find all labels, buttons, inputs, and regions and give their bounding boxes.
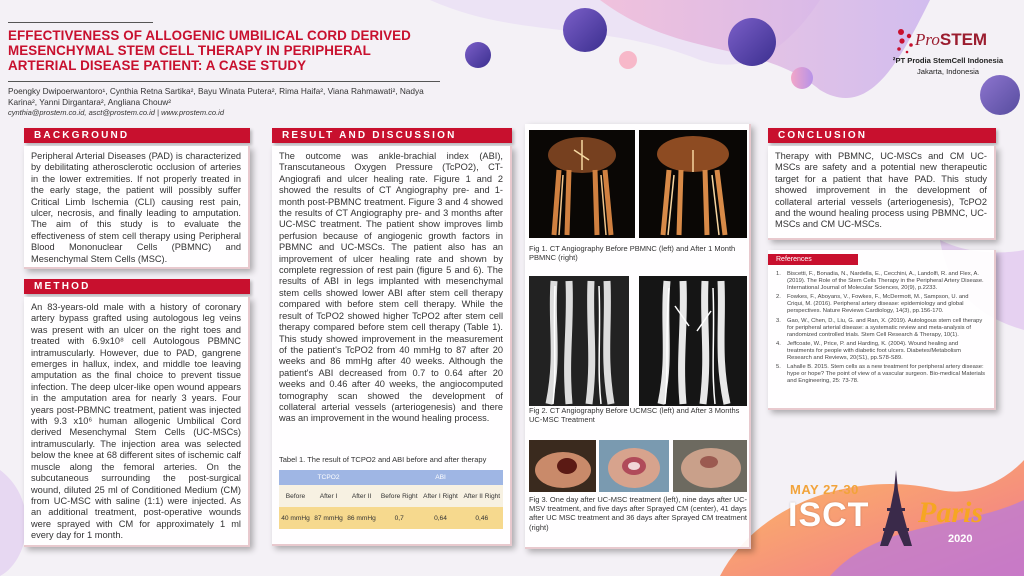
- background-panel: [24, 146, 250, 269]
- references-heading: References: [768, 254, 858, 265]
- results-table: [279, 470, 503, 529]
- fig1-caption: Fig 1. CT Angiography Before PBMNC (left) and After 1 Month PBMNC (right): [529, 244, 736, 263]
- wound-photo: [599, 440, 669, 492]
- figures-panel: [525, 124, 751, 549]
- method-heading: METHOD: [24, 279, 250, 294]
- logo-org: ²PT Prodia StemCell Indonesia: [892, 56, 1004, 65]
- references-panel: [768, 250, 996, 410]
- references-list: [768, 271, 994, 385]
- conclusion-panel: [768, 146, 996, 240]
- ct-angiography-image: [529, 130, 635, 238]
- eiffel-tower-icon: [878, 470, 914, 546]
- conclusion-text: Therapy with PBMNC, UC-MSCs and CM UC-MSCs are safety and a potential new therapeutic target for a patient that have PAD. This study showed improvement in the development of collateral arterial vessels (arteriogenesis), TcPO2 and the wound healing process using PBMNC, UC-MSCs and CM UC-MSCs.: [775, 151, 987, 230]
- results-text: The outcome was ankle-brachial index (ABI), Transcutaneous Oxygen Pressure (TcPO2), CT-Angiografi and ulcer healing rate. Figure 1 and 2 showed the results of CT Angiography pre- and 1-month post-PBMNC treatment. Figure 3 and 4 showed the results of CT Angiography pre- and 3 months after UC-MSC treatment. The patient show improves limb perfusion because of angiogenic growth factors in PBMNC and UC-MSCs. The patient also has an improvement of ulcer healing rate and shown by complete regression of rest pain (figure 5 and 6). The results of ABI in legs implanted with mesenchymal stem cells showed lower ABI after stem cell therapy compared with before stem cell therapy. While the result of TcPO2 showed higher TcPO2 after stem cell therapy compared before stem cell therapy (Table 1). This study showed improvement in the measurement of the patient's TcPO2 from 40 mmHg to 87 after 20 weeks and 86 mmHg after 40 weeks. Although the patient's ABI decreased from 0.7 to 0.64 after 20 weeks and 0.46 after 40 weeks, the angiocomputed tomography scan showed the development of collateral arterial vessels (arteriogenesis) and there was an improvement in the wound healing process.: [279, 151, 503, 424]
- poster-title: EFFECTIVENESS OF ALLOGENIC UMBILICAL CORD DERIVED MESENCHYMAL STEM CELL THERAPY IN PERIPHERAL ARTERIAL DISEASE PATIENT: A CASE STUDY: [8, 28, 411, 73]
- ct-angiography-image: [639, 130, 747, 238]
- reference-text: Biscetti, F., Bonadia, N., Nardella, E., Cecchini, A., Landolfi, R. and Flex, A. (2019). The Role of the Stem Cells Therapy in the Peripheral Artery Disease. International Journal of Molecular Sciences, 20(9), p.2233.: [787, 271, 984, 292]
- ct-angiography-image: [639, 276, 747, 406]
- reference-item: 2. Fowkes, F., Aboyans, V., Fowkes, F., McDermott, M., Sampson, U. and Criqui, M. (2016). Peripheral artery disease: epidemiology and global perspectives. Nature Reviews Cardiology, 14(3), pp.156-170.: [776, 294, 986, 315]
- contact-info: cynthia@prostem.co.id, asct@prostem.co.id | www.prostem.co.id: [8, 108, 225, 117]
- reference-item: 3. Gao, W., Chen, D., Liu, G. and Ran, X. (2019). Autologous stem cell therapy for peripheral arterial disease: a systematic review and meta-analysis of randomized controlled trials. Stem Cell Research & Therapy, 10(1).: [776, 318, 986, 339]
- table-header: Before: [285, 492, 306, 500]
- event-name: ISCT: [788, 496, 870, 534]
- title-rule-top: [8, 22, 153, 23]
- ct-angiography-image: [529, 276, 629, 406]
- reference-item: 1. Biscetti, F., Bonadia, N., Nardella, E., Cecchini, A., Landolfi, R. and Flex, A. (2019). The Role of the Stem Cells Therapy in the Peripheral Artery Disease. International Journal of Molecular Sciences, 20(9), p.2233.: [776, 271, 986, 292]
- table-cell: 86 mmHg: [347, 514, 376, 522]
- table-cell: 0,46: [475, 514, 489, 522]
- event-year: 2020: [948, 533, 973, 545]
- event-dates: MAY 27-30: [790, 482, 859, 497]
- table-caption: Tabel 1. The result of TCPO2 and ABI before and after therapy: [279, 455, 487, 464]
- table-cell: 40 mmHg: [281, 514, 310, 522]
- fig3-caption: Fig 3. One day after UC-MSC treatment (left), nine days after UC-MSV treatment, and five days after Sprayed CM (center), 41 days after UC MSC treatment and 36 days after Sprayed CM treatment (right): [529, 495, 748, 532]
- authors: Poengky Dwipoerwantoro¹, Cynthia Retna Sartika², Bayu Winata Putera², Rima Haifa², Viana Rahmawati², Nadya Karina², Yanni Dirgantara², Angliana Chouw²: [8, 86, 424, 107]
- results-heading: RESULT AND DISCUSSION: [272, 128, 512, 143]
- reference-item: 5. Lahalle B. 2015. Stem cells as a new treatment for peripheral artery disease: hype or hope? The point of view of a vascular surgeon. Bio-medical Materials and Engineering, 25: 73-78.: [776, 364, 986, 385]
- fig2-caption: Fig 2. CT Angiography Before UCMSC (left) and After 3 Months UC-MSC Treatment: [529, 406, 740, 425]
- table-header: After I: [319, 492, 338, 500]
- logo-prefix: Pro: [915, 30, 940, 49]
- background-text: Peripheral Arterial Diseases (PAD) is characterized by debilitating atherosclerotic occlusion of arteries in the lower extremities. If not properly treated in the early stage, the patient will possibly suffer Critical Limb Ischemia (CLI) causing rest pain, ulcer, necrosis, and finally leading to amputation. The aim of this study is to evaluate the effectiveness of stem cell therapy using Peripheral Blood Mononuclear Cells (PBMNC) and Mesenchymal Stem Cells (MSC).: [31, 151, 241, 264]
- conclusion-heading: CONCLUSION: [768, 128, 996, 143]
- wound-photo: [529, 440, 596, 492]
- table-group-abi: ABI: [435, 474, 446, 482]
- table-group-tcpo2: TCPO2: [317, 474, 340, 482]
- event-city: Paris: [918, 496, 984, 529]
- table-cell: 0,64: [434, 514, 447, 522]
- background-heading: BACKGROUND: [24, 128, 250, 143]
- logo-wordmark: [915, 30, 987, 50]
- wound-photo: [673, 440, 747, 492]
- method-text: An 83-years-old male with a history of coronary artery bypass grafted using autologous leg veins was present with an ulcer on the right toes and treated with 6.9x10⁸ cell Autologous PBMNC intramuscularly. However, due to PAD, gangrene emerges in hallux, index, and middle toe leaving amputation as the final choice to prevent tissue infection. The deep ulcer-like open wound appears in the amputation area for nearly 3 years. Four years post-PBMNC treatment, patient was injected with 9.3 x10⁶ human allogenic Umbilical Cord derived Mesenchymal Stem Cells (UC-MSCs) intramuscularly. The injection area was selected below the knee at 68 different sites of ischemic calf muscle along the femoral arteries. On the subcutaneous surrounding the post-surgical wound, diluted 25 ml of Conditioned Medium (CM) from UC-MSC with saline (1:1) were injected. As an additional treatment, post-operative wounds were sprayed with CM for approximately 1 ml every day for 1 month.: [31, 302, 241, 541]
- table-cell: 87 mmHg: [314, 514, 343, 522]
- results-panel: [272, 146, 512, 546]
- logo-suffix: STEM: [939, 30, 988, 49]
- logo-city: Jakarta, Indonesia: [916, 67, 980, 76]
- prostem-logo: [893, 22, 1013, 84]
- reference-item: 4. Jeffcoate, W., Price, P. and Harding, K. (2004). Wound healing and treatments for people with diabetic foot ulcers. Diabetes/Metabolism Research and Reviews, 20(S1), pp.S78-S89.: [776, 341, 986, 362]
- table-cell: 0,7: [394, 514, 404, 522]
- table-header: After II Right: [463, 492, 501, 500]
- isct-event-badge: [788, 478, 1008, 573]
- method-panel: [24, 297, 250, 547]
- table-header: Before Right: [380, 492, 418, 500]
- reference-text: Lahalle B. 2015. Stem cells as a new treatment for peripheral artery disease: hype or hope? The point of view of a vascular surgeon. Bio-medical Materials and Engineering, 25: 73-78.: [787, 364, 986, 385]
- table-header: After I Right: [423, 492, 458, 500]
- reference-text: Fowkes, F., Aboyans, V., Fowkes, F., McDermott, M., Sampson, U. and Criqui, M. (2016). Peripheral artery disease: epidemiology and global perspectives. Nature Reviews Cardiology, 14(3), pp.156-170.: [787, 294, 969, 315]
- table-header: After II: [351, 492, 372, 500]
- reference-text: Jeffcoate, W., Price, P. and Harding, K. (2004). Wound healing and treatments for people with diabetic foot ulcers. Diabetes/Metabolism Research and Reviews, 20(S1), pp.S78-S89.: [787, 340, 961, 362]
- title-rule-bottom: [8, 81, 440, 82]
- reference-text: Gao, W., Chen, D., Liu, G. and Ran, X. (2019). Autologous stem cell therapy for peripheral arterial disease: a systematic review and meta-analysis of randomized controlled trials. Stem Cell Research & Therapy, 10(1).: [787, 317, 983, 338]
